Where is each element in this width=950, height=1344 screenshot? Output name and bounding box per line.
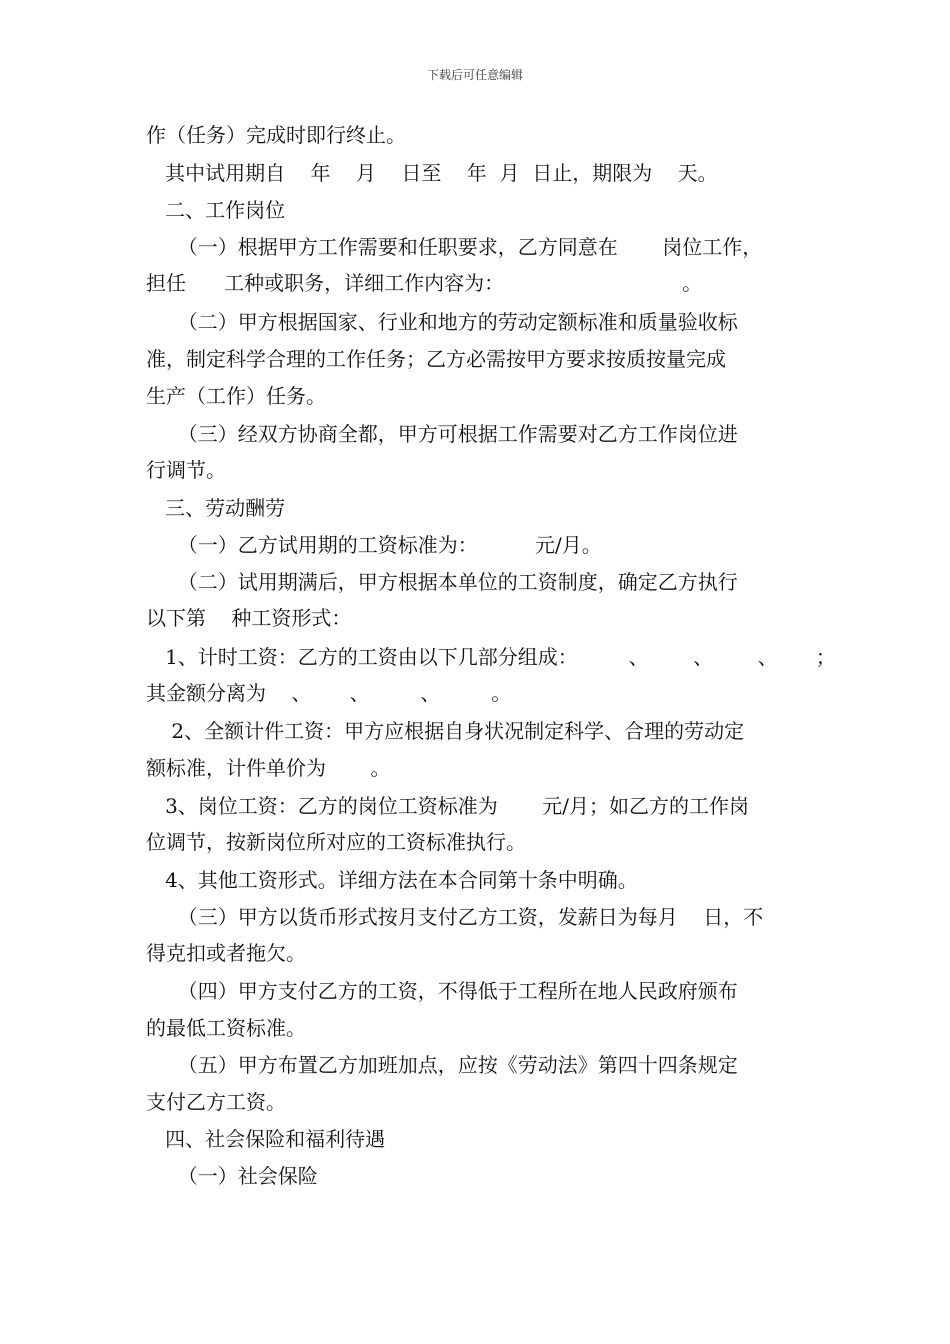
section-heading: 三、劳动酬劳	[146, 496, 286, 520]
paragraph-line: 得克扣或者拖欠。	[146, 941, 306, 965]
paragraph-line: 生产（工作）任务。	[146, 384, 326, 408]
paragraph-line: （二）甲方根据国家、行业和地方的劳动定额标准和质量验收标	[146, 310, 738, 334]
paragraph-line: （一）社会保险	[146, 1164, 318, 1188]
paragraph-line: 其中试用期自 年 月 日至 年 月 日止，期限为 天。	[146, 161, 718, 185]
paragraph-line: （三）甲方以货币形式按月支付乙方工资，发薪日为每月 日，不	[146, 905, 764, 929]
paragraph-line: 其金额分离为 、 、 、 。	[146, 681, 512, 705]
paragraph-line: 的最低工资标准。	[146, 1016, 306, 1040]
paragraph-line: 1、计时工资：乙方的工资由以下几部分组成： 、 、 、 ；	[146, 645, 836, 669]
section-heading: 二、工作岗位	[146, 198, 286, 222]
paragraph-line: 额标准，计件单价为 。	[146, 756, 391, 780]
page-header: 下载后可任意编辑	[426, 68, 523, 82]
paragraph-line: 担任 工种或职务，详细工作内容为： 。	[146, 271, 703, 295]
paragraph-line: （二）试用期满后，甲方根据本单位的工资制度，确定乙方执行	[146, 570, 738, 594]
paragraph-line: 2、全额计件工资：甲方应根据自身状况制定科学、合理的劳动定	[146, 719, 745, 743]
section-heading: 四、社会保险和福利待遇	[146, 1127, 386, 1151]
paragraph-line: （一）乙方试用期的工资标准为： 元/月。	[146, 533, 602, 557]
paragraph-line: （四）甲方支付乙方的工资，不得低于工程所在地人民政府颁布	[146, 979, 738, 1003]
paragraph-line: 3、岗位工资：乙方的岗位工资标准为 元/月；如乙方的工作岗	[146, 794, 750, 818]
paragraph-line: 4、其他工资形式。详细方法在本合同第十条中明确。	[146, 868, 638, 892]
paragraph-line: 支付乙方工资。	[146, 1090, 286, 1114]
paragraph-line: 行调节。	[146, 458, 226, 482]
paragraph-line: （五）甲方布置乙方加班加点，应按《劳动法》第四十四条规定	[146, 1053, 738, 1077]
paragraph-line: （三）经双方协商全都，甲方可根据工作需要对乙方工作岗位进	[146, 422, 738, 446]
paragraph-line: 准，制定科学合理的工作任务；乙方必需按甲方要求按质按量完成	[146, 347, 726, 371]
paragraph-line: （一）根据甲方工作需要和任职要求，乙方同意在 岗位工作，	[146, 235, 763, 259]
paragraph-line: 以下第 种工资形式：	[146, 606, 352, 630]
paragraph-line: 位调节，按新岗位所对应的工资标准执行。	[146, 830, 526, 854]
paragraph-line: 作（任务）完成时即行终止。	[146, 123, 406, 147]
